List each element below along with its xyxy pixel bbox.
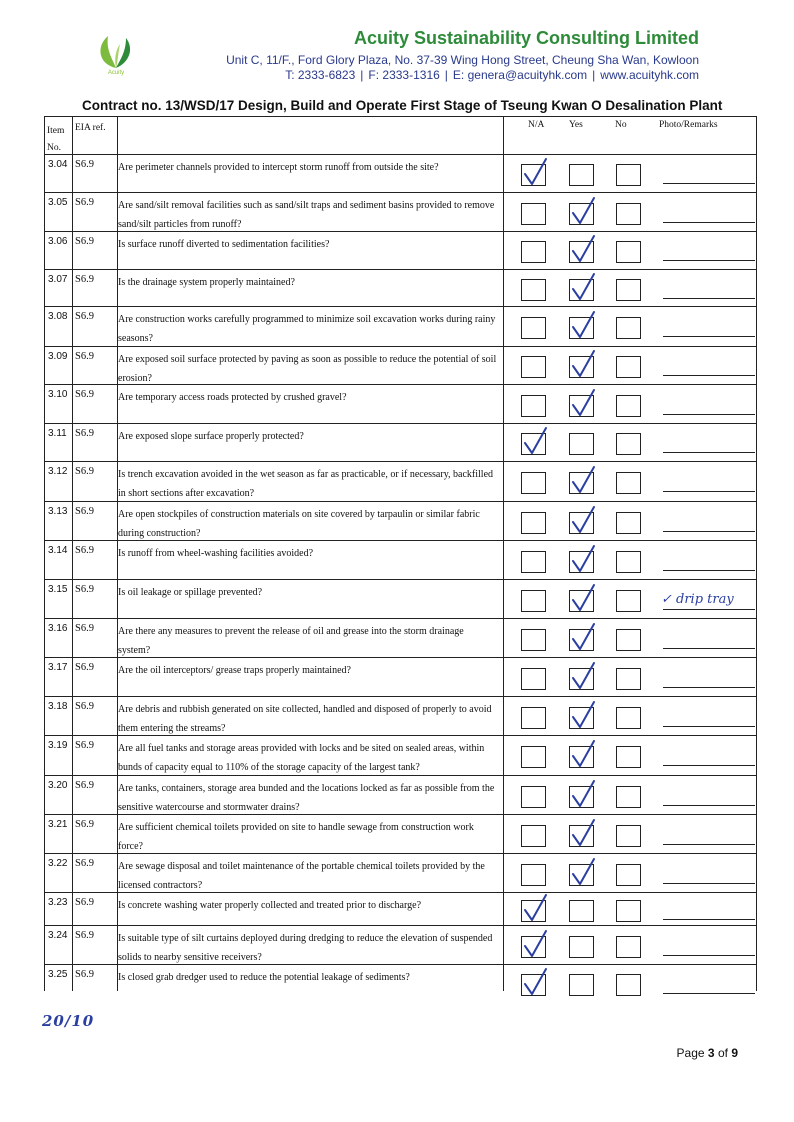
question-text: Are exposed soil surface protected by paving as soon as possible to reduce the potential of soil erosion? (118, 354, 497, 384)
yes-checkbox[interactable] (569, 707, 594, 729)
no-checkbox[interactable] (616, 629, 641, 651)
question-text: Is runoff from wheel-washing facilities avoided? (118, 548, 314, 559)
question-text: Is oil leakage or spillage prevented? (118, 587, 263, 598)
question-text: Are exposed slope surface properly protected? (118, 431, 304, 442)
yes-checkbox[interactable] (569, 551, 594, 573)
question-text: Is trench excavation avoided in the wet season as far as practicable, or if necessary, backfilled in short sections after excavation? (118, 469, 494, 499)
na-checkbox[interactable] (521, 629, 546, 651)
item-number: 3.20 (48, 780, 68, 791)
table-row (45, 154, 756, 193)
check-mark-icon (568, 234, 598, 266)
eia-ref: S6.9 (75, 780, 94, 791)
item-number: 3.18 (48, 701, 68, 712)
item-number: 3.07 (48, 274, 68, 285)
eia-ref: S6.9 (75, 858, 94, 869)
no-checkbox[interactable] (616, 317, 641, 339)
remark-line[interactable] (663, 491, 755, 492)
eia-ref: S6.9 (75, 819, 94, 830)
na-checkbox[interactable] (521, 395, 546, 417)
item-number: 3.09 (48, 351, 68, 362)
eia-ref: S6.9 (75, 274, 94, 285)
question-text: Is the drainage system properly maintained? (118, 277, 295, 288)
na-checkbox[interactable] (521, 825, 546, 847)
fax: F: 2333-1316 (368, 68, 440, 82)
eia-ref: S6.9 (75, 623, 94, 634)
table-row (45, 306, 756, 347)
yes-checkbox[interactable] (569, 317, 594, 339)
yes-checkbox[interactable] (569, 203, 594, 225)
yes-checkbox[interactable] (569, 512, 594, 534)
remark-line[interactable] (663, 844, 755, 845)
header-remarks: Photo/Remarks (659, 120, 718, 130)
question-text: Is suitable type of silt curtains deployed during dredging to reduce the elevation of suspended solids to nearby sensitive receivers? (118, 933, 493, 963)
table-header (45, 117, 756, 155)
na-checkbox[interactable] (521, 551, 546, 573)
item-number: 3.16 (48, 623, 68, 634)
item-number: 3.17 (48, 662, 68, 673)
yes-checkbox[interactable] (569, 241, 594, 263)
check-mark-icon (568, 583, 598, 615)
yes-checkbox[interactable] (569, 395, 594, 417)
question-text: Are tanks, containers, storage area bunded and the locations locked as far as possible from the sensitive watercourse and stormwater drains? (118, 783, 495, 813)
eia-ref: S6.9 (75, 197, 94, 208)
eia-ref: S6.9 (75, 740, 94, 751)
table-row (45, 964, 756, 1001)
header-item-no: Item No. (47, 126, 65, 153)
remark-line[interactable] (663, 570, 755, 571)
table-row (45, 423, 756, 462)
no-checkbox[interactable] (616, 433, 641, 455)
na-checkbox[interactable] (521, 317, 546, 339)
check-mark-icon (568, 465, 598, 497)
table-row (45, 501, 756, 541)
remark-line[interactable] (663, 531, 755, 532)
table-row (45, 231, 756, 270)
na-checkbox[interactable] (521, 433, 546, 455)
table-row (45, 775, 756, 815)
eia-ref: S6.9 (75, 584, 94, 595)
table-row (45, 192, 756, 232)
no-checkbox[interactable] (616, 786, 641, 808)
no-checkbox[interactable] (616, 512, 641, 534)
na-checkbox[interactable] (521, 279, 546, 301)
check-mark-icon (520, 893, 550, 925)
eia-ref: S6.9 (75, 506, 94, 517)
remark-line[interactable] (663, 414, 755, 415)
website: www.acuityhk.com (600, 68, 699, 82)
check-mark-icon (568, 310, 598, 342)
handwritten-date: 20/10 (42, 1012, 95, 1030)
yes-checkbox[interactable] (569, 164, 594, 186)
table-row (45, 892, 756, 926)
item-number: 3.22 (48, 858, 68, 869)
yes-checkbox[interactable] (569, 900, 594, 922)
na-checkbox[interactable] (521, 590, 546, 612)
yes-checkbox[interactable] (569, 433, 594, 455)
company-name: Acuity Sustainability Consulting Limited (353, 28, 699, 48)
yes-checkbox[interactable] (569, 356, 594, 378)
na-checkbox[interactable] (521, 241, 546, 263)
header-na: N/A (528, 120, 545, 130)
na-checkbox[interactable] (521, 164, 546, 186)
question-text: Are open stockpiles of construction materials on site covered by tarpaulin or similar fabric during construction? (118, 509, 480, 539)
no-checkbox[interactable] (616, 203, 641, 225)
check-mark-icon (568, 700, 598, 732)
email: E: genera@acuityhk.com (452, 68, 588, 82)
remark-text: ✓ drip tray (661, 592, 734, 607)
eia-ref: S6.9 (75, 236, 94, 247)
na-checkbox[interactable] (521, 668, 546, 690)
eia-ref: S6.9 (75, 545, 94, 556)
check-mark-icon (568, 544, 598, 576)
na-checkbox[interactable] (521, 746, 546, 768)
item-number: 3.08 (48, 311, 68, 322)
na-checkbox[interactable] (521, 707, 546, 729)
contract-title: Contract no. 13/WSD/17 Design, Build and Operate First Stage of Tseung Kwan O Desalination Plant (82, 98, 723, 113)
table-row (45, 346, 756, 385)
question-text: Is concrete washing water properly collected and treated prior to discharge? (118, 900, 422, 911)
company-contact: T: 2333-6823 | F: 2333-1316 | E: genera@acuityhk.com | www.acuityhk.com (285, 68, 699, 82)
no-checkbox[interactable] (616, 590, 641, 612)
no-checkbox[interactable] (616, 974, 641, 996)
remark-line[interactable] (663, 260, 755, 261)
header-no: No (615, 120, 627, 130)
table-row (45, 269, 756, 307)
no-checkbox[interactable] (616, 356, 641, 378)
table-row (45, 657, 756, 697)
remark-line[interactable] (663, 183, 755, 184)
question-text: Are temporary access roads protected by crushed gravel? (118, 392, 347, 403)
table-row (45, 461, 756, 502)
yes-checkbox[interactable] (569, 936, 594, 958)
remark-line[interactable] (663, 883, 755, 884)
no-checkbox[interactable] (616, 825, 641, 847)
table-row (45, 579, 756, 619)
item-number: 3.23 (48, 897, 68, 908)
no-checkbox[interactable] (616, 472, 641, 494)
question-text: Are sand/silt removal facilities such as sand/silt traps and sediment basins provided to remove sand/silt particles from runoff? (118, 200, 495, 230)
remark-line[interactable] (663, 298, 755, 299)
no-checkbox[interactable] (616, 395, 641, 417)
question-text: Are perimeter channels provided to intercept storm runoff from outside the site? (118, 162, 439, 173)
na-checkbox[interactable] (521, 900, 546, 922)
remark-line[interactable] (663, 726, 755, 727)
remark-line[interactable] (663, 687, 755, 688)
table-row (45, 540, 756, 580)
na-checkbox[interactable] (521, 203, 546, 225)
check-mark-icon (520, 929, 550, 961)
item-number: 3.19 (48, 740, 68, 751)
remark-line[interactable] (663, 805, 755, 806)
no-checkbox[interactable] (616, 746, 641, 768)
item-number: 3.15 (48, 584, 68, 595)
item-number: 3.24 (48, 930, 68, 941)
remark-line[interactable] (663, 452, 755, 453)
remark-line[interactable] (663, 375, 755, 376)
phone: T: 2333-6823 (285, 68, 356, 82)
remark-line[interactable] (663, 919, 755, 920)
yes-checkbox[interactable] (569, 864, 594, 886)
check-mark-icon (568, 622, 598, 654)
item-number: 3.13 (48, 506, 68, 517)
check-mark-icon (568, 388, 598, 420)
item-number: 3.21 (48, 819, 68, 830)
yes-checkbox[interactable] (569, 279, 594, 301)
question-text: Are construction works carefully programmed to minimize soil excavation works during rainy seasons? (118, 314, 496, 344)
item-number: 3.10 (48, 389, 68, 400)
company-address: Unit C, 11/F., Ford Glory Plaza, No. 37-39 Wing Hong Street, Cheung Sha Wan, Kowloon (226, 53, 699, 67)
remark-line[interactable] (663, 222, 755, 223)
na-checkbox[interactable] (521, 936, 546, 958)
table-row (45, 925, 756, 965)
table-row (45, 696, 756, 736)
eia-ref: S6.9 (75, 311, 94, 322)
page-number: Page 3 of 9 (676, 1046, 738, 1060)
question-text: Are the oil interceptors/ grease traps properly maintained? (118, 665, 351, 676)
check-mark-icon (568, 739, 598, 771)
check-mark-icon (568, 779, 598, 811)
check-mark-icon (520, 157, 550, 189)
check-mark-icon (568, 661, 598, 693)
question-text: Is closed grab dredger used to reduce the potential leakage of sediments? (118, 972, 410, 983)
item-number: 3.05 (48, 197, 68, 208)
na-checkbox[interactable] (521, 974, 546, 996)
remark-line[interactable] (663, 336, 755, 337)
eia-ref: S6.9 (75, 389, 94, 400)
remark-line[interactable] (663, 993, 755, 994)
logo-text: Acuity (107, 70, 125, 76)
question-text: Are there any measures to prevent the release of oil and grease into the storm drainage system? (118, 626, 464, 656)
check-mark-icon (568, 857, 598, 889)
question-text: Are sufficient chemical toilets provided on site to handle sewage from construction work force? (118, 822, 474, 852)
eia-ref: S6.9 (75, 159, 94, 170)
table-row (45, 814, 756, 854)
table-row (45, 735, 756, 776)
na-checkbox[interactable] (521, 472, 546, 494)
no-checkbox[interactable] (616, 864, 641, 886)
yes-checkbox[interactable] (569, 668, 594, 690)
table-row (45, 384, 756, 424)
header-eia-ref: EIA ref. (75, 123, 106, 133)
eia-ref: S6.9 (75, 662, 94, 673)
question-text: Are debris and rubbish generated on site collected, handled and disposed of properly to avoid them entering the streams? (118, 704, 492, 734)
check-mark-icon (520, 967, 550, 999)
no-checkbox[interactable] (616, 164, 641, 186)
eia-ref: S6.9 (75, 466, 94, 477)
item-number: 3.25 (48, 969, 68, 980)
no-checkbox[interactable] (616, 668, 641, 690)
yes-checkbox[interactable] (569, 629, 594, 651)
yes-checkbox[interactable] (569, 590, 594, 612)
na-checkbox[interactable] (521, 786, 546, 808)
check-mark-icon (520, 426, 550, 458)
header-yes: Yes (569, 120, 583, 130)
item-number: 3.14 (48, 545, 68, 556)
check-mark-icon (568, 349, 598, 381)
question-text: Is surface runoff diverted to sedimentation facilities? (118, 239, 330, 250)
question-text: Are sewage disposal and toilet maintenance of the portable chemical toilets provided by the licensed contractors? (118, 861, 485, 891)
no-checkbox[interactable] (616, 707, 641, 729)
question-text: Are all fuel tanks and storage areas provided with locks and be sited on sealed areas, within bunds of capacity equal to 110% of the storage capacity of the largest tank? (118, 743, 485, 773)
check-mark-icon (568, 196, 598, 228)
na-checkbox[interactable] (521, 864, 546, 886)
remark-line[interactable] (663, 765, 755, 766)
no-checkbox[interactable] (616, 241, 641, 263)
checklist-table (44, 116, 757, 991)
na-checkbox[interactable] (521, 512, 546, 534)
no-checkbox[interactable] (616, 936, 641, 958)
table-row (45, 618, 756, 658)
eia-ref: S6.9 (75, 428, 94, 439)
no-checkbox[interactable] (616, 900, 641, 922)
yes-checkbox[interactable] (569, 472, 594, 494)
yes-checkbox[interactable] (569, 974, 594, 996)
eia-ref: S6.9 (75, 969, 94, 980)
remark-line[interactable] (663, 648, 755, 649)
item-number: 3.04 (48, 159, 68, 170)
na-checkbox[interactable] (521, 356, 546, 378)
table-row (45, 853, 756, 893)
check-mark-icon (568, 818, 598, 850)
eia-ref: S6.9 (75, 351, 94, 362)
no-checkbox[interactable] (616, 551, 641, 573)
yes-checkbox[interactable] (569, 786, 594, 808)
check-mark-icon (568, 272, 598, 304)
eia-ref: S6.9 (75, 930, 94, 941)
item-number: 3.12 (48, 466, 68, 477)
check-mark-icon (568, 505, 598, 537)
item-number: 3.06 (48, 236, 68, 247)
item-number: 3.11 (48, 428, 67, 439)
remark-line[interactable] (663, 609, 755, 610)
remark-line[interactable] (663, 955, 755, 956)
eia-ref: S6.9 (75, 701, 94, 712)
no-checkbox[interactable] (616, 279, 641, 301)
yes-checkbox[interactable] (569, 825, 594, 847)
eia-ref: S6.9 (75, 897, 94, 908)
yes-checkbox[interactable] (569, 746, 594, 768)
